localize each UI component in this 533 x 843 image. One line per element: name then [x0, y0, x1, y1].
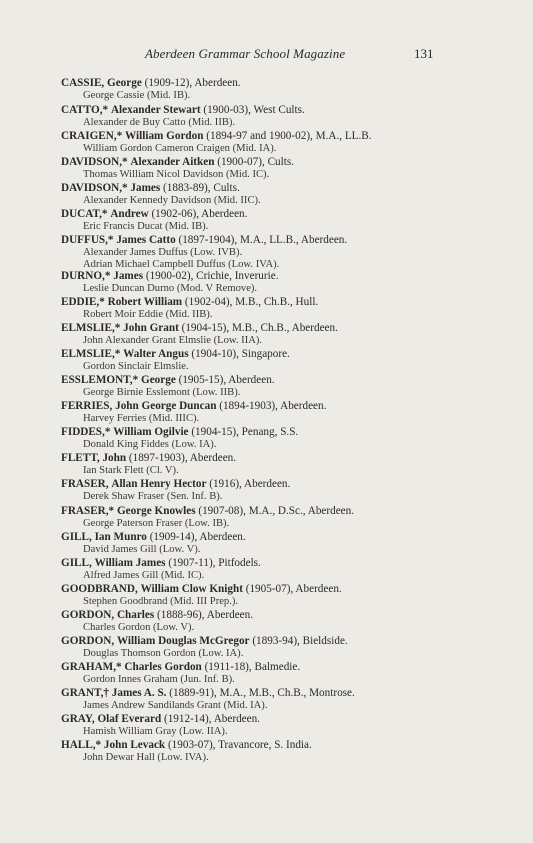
entry-son-name: James Andrew Sandilands Grant (Mid. IA). — [83, 700, 268, 711]
entry-main-line — [61, 739, 501, 752]
entry-details: (1897-1903), Aberdeen. — [128, 452, 237, 464]
entry-surname: HALL,* — [61, 739, 102, 751]
entry-given-name: Ian Munro — [94, 531, 147, 543]
roll-entry — [61, 77, 501, 102]
entry-son-name: George Cassie (Mid. IB). — [83, 90, 191, 101]
roll-entry — [61, 583, 501, 608]
entry-surname: GRAY, — [61, 713, 95, 725]
entry-son-name: Douglas Thomson Gordon (Low. IA). — [83, 648, 244, 659]
entry-given-name: John Grant — [123, 322, 179, 334]
entry-given-name: Charles — [116, 609, 155, 621]
entry-details: (1888-96), Aberdeen. — [157, 609, 254, 621]
entry-main-line — [61, 531, 501, 544]
entry-main-line — [61, 609, 501, 622]
entry-details: (1894-1903), Aberdeen. — [219, 400, 327, 412]
entry-main-line — [61, 208, 501, 221]
roll-entry — [61, 156, 501, 181]
entry-details: (1894-97 and 1900-02), M.A., LL.B. — [206, 130, 372, 142]
entry-main-line — [61, 713, 501, 726]
entry-main-line — [61, 130, 501, 143]
entry-son-name: Alexander James Duffus (Low. IVB). — [83, 247, 243, 258]
entry-son-name: Robert Moir Eddie (Mid. IIB). — [83, 309, 213, 320]
entry-details: (1912-14), Aberdeen. — [163, 713, 260, 725]
entry-surname: GRAHAM,* — [61, 661, 122, 673]
page-number: 131 — [414, 46, 434, 61]
entry-main-line — [61, 478, 501, 491]
entry-main-line — [61, 687, 501, 700]
entry-details: (1900-03), West Cults. — [203, 104, 305, 116]
roll-entry — [61, 374, 501, 399]
entry-son-name: Harvey Ferries (Mid. IIIC). — [83, 413, 200, 424]
entry-main-line — [61, 426, 501, 439]
roll-entry — [61, 348, 501, 373]
roll-entry — [61, 531, 501, 556]
entry-surname: FIDDES,* — [61, 426, 111, 438]
entry-given-name: Walter Angus — [123, 348, 189, 360]
roll-entry — [61, 452, 501, 477]
entry-son-name: Thomas William Nicol Davidson (Mid. IC). — [83, 169, 270, 180]
roll-entry — [61, 478, 501, 503]
entry-surname: CATTO,* — [61, 104, 109, 116]
entry-son-name: Hamish William Gray (Low. IIA). — [83, 726, 228, 737]
roll-entry — [61, 739, 501, 764]
entry-surname: DUCAT,* — [61, 208, 108, 220]
entry-given-name: John — [102, 452, 127, 464]
roll-entry — [61, 609, 501, 634]
entry-given-name: Olaf Everard — [97, 713, 162, 725]
entry-details: (1889-91), M.A., M.B., Ch.B., Montrose. — [169, 687, 355, 699]
entry-given-name: William Ogilvie — [113, 426, 189, 438]
entry-details: (1907-11), Pitfodels. — [168, 557, 261, 569]
roll-entry — [61, 687, 501, 712]
roll-entry — [61, 234, 501, 271]
entry-surname: GILL, — [61, 531, 92, 543]
entry-surname: DUFFUS,* — [61, 234, 114, 246]
entry-son-name: George Birnie Esslemont (Low. IIB). — [83, 387, 241, 398]
entry-details: (1902-04), M.B., Ch.B., Hull. — [184, 296, 319, 308]
entry-main-line — [61, 348, 501, 361]
entry-details: (1909-12), Aberdeen. — [144, 77, 241, 89]
entry-given-name: William Gordon — [125, 130, 204, 142]
entry-surname: GOODBRAND, — [61, 583, 138, 595]
entry-surname: GORDON, — [61, 609, 115, 621]
entry-given-name: Alexander Aitken — [130, 156, 215, 168]
entry-surname: DURNO,* — [61, 270, 111, 282]
entry-given-name: George — [107, 77, 142, 89]
roll-entry — [61, 296, 501, 321]
entry-details: (1904-15), M.B., Ch.B., Aberdeen. — [181, 322, 338, 334]
entry-main-line — [61, 182, 501, 195]
entry-son-name: Ian Stark Flett (Cl. V). — [83, 465, 179, 476]
entry-given-name: Allan Henry Hector — [111, 478, 207, 490]
entry-surname: FRASER,* — [61, 505, 115, 517]
entry-son-name: Adrian Michael Campbell Duffus (Low. IVA). — [83, 259, 280, 270]
entry-son-name: David James Gill (Low. V). — [83, 544, 201, 555]
entry-surname: GRANT,† — [61, 687, 109, 699]
entry-surname: CASSIE, — [61, 77, 105, 89]
entry-son-name: Charles Gordon (Low. V). — [83, 622, 195, 633]
entry-son-name: Leslie Duncan Durno (Mod. V Remove). — [83, 283, 258, 294]
entry-details: (1903-07), Travancore, S. India. — [167, 739, 312, 751]
entry-given-name: George Knowles — [116, 505, 196, 517]
entry-details: (1900-07), Cults. — [217, 156, 294, 168]
entry-given-name: James — [113, 270, 144, 282]
entry-surname: ELMSLIE,* — [61, 322, 121, 334]
entry-given-name: William Clow Knight — [140, 583, 243, 595]
entry-surname: EDDIE,* — [61, 296, 105, 308]
entry-given-name: John Levack — [103, 739, 166, 751]
entry-given-name: John George Duncan — [115, 400, 217, 412]
entry-surname: DAVIDSON,* — [61, 156, 128, 168]
entry-details: (1909-14), Aberdeen. — [149, 531, 246, 543]
roll-entry — [61, 270, 501, 295]
entry-details: (1905-07), Aberdeen. — [245, 583, 342, 595]
roll-entry — [61, 557, 501, 582]
entry-given-name: George — [141, 374, 176, 386]
entry-surname: FERRIES, — [61, 400, 113, 412]
entry-son-name: Gordon Sinclair Elmslie. — [83, 361, 189, 372]
running-header — [0, 46, 533, 66]
magazine-title: Aberdeen Grammar School Magazine — [145, 46, 346, 61]
entry-details: (1897-1904), M.A., LL.B., Aberdeen. — [178, 234, 348, 246]
entry-son-name: Eric Francis Ducat (Mid. IB). — [83, 221, 209, 232]
entry-given-name: James — [130, 182, 161, 194]
entry-son-name: Alfred James Gill (Mid. IC). — [83, 570, 205, 581]
entry-details: (1902-06), Aberdeen. — [151, 208, 248, 220]
entry-main-line — [61, 557, 501, 570]
roll-entry — [61, 661, 501, 686]
entry-son-name: William Gordon Cameron Craigen (Mid. IA). — [83, 143, 277, 154]
entry-son-name: Derek Shaw Fraser (Sen. Inf. B). — [83, 491, 223, 502]
roll-entry — [61, 322, 501, 347]
entry-given-name: James Catto — [116, 234, 176, 246]
entry-son-name: Stephen Goodbrand (Mid. III Prep.). — [83, 596, 239, 607]
entry-surname: FLETT, — [61, 452, 100, 464]
entry-son-name: John Dewar Hall (Low. IVA). — [83, 752, 209, 763]
entry-main-line — [61, 400, 501, 413]
entry-surname: ESSLEMONT,* — [61, 374, 139, 386]
entry-main-line — [61, 661, 501, 674]
roll-entry — [61, 713, 501, 738]
entry-main-line — [61, 296, 501, 309]
roll-entry — [61, 130, 501, 155]
entry-son-name: George Paterson Fraser (Low. IB). — [83, 518, 230, 529]
entry-details: (1893-94), Bieldside. — [252, 635, 348, 647]
roll-entry — [61, 104, 501, 129]
entry-details: (1904-15), Penang, S.S. — [191, 426, 299, 438]
entry-surname: GILL, — [61, 557, 92, 569]
entry-main-line — [61, 635, 501, 648]
entry-main-line — [61, 156, 501, 169]
entry-main-line — [61, 234, 501, 247]
entry-surname: CRAIGEN,* — [61, 130, 123, 142]
entry-details: (1911-18), Balmedie. — [204, 661, 301, 673]
entry-given-name: Andrew — [110, 208, 149, 220]
entry-surname: FRASER, — [61, 478, 109, 490]
entry-given-name: William Douglas McGregor — [116, 635, 250, 647]
entry-details: (1904-10), Singapore. — [191, 348, 290, 360]
entry-details: (1916), Aberdeen. — [209, 478, 291, 490]
entry-son-name: Alexander Kennedy Davidson (Mid. IIC). — [83, 195, 261, 206]
entry-surname: GORDON, — [61, 635, 115, 647]
entry-given-name: Alexander Stewart — [110, 104, 201, 116]
entry-details: (1883-89), Cults. — [163, 182, 240, 194]
roll-entry — [61, 635, 501, 660]
entry-main-line — [61, 374, 501, 387]
entry-main-line — [61, 104, 501, 117]
entry-son-name: Donald King Fiddes (Low. IA). — [83, 439, 217, 450]
entry-son-name: Gordon Innes Graham (Jun. Inf. B). — [83, 674, 235, 685]
entry-given-name: James A. S. — [111, 687, 167, 699]
entry-details: (1900-02), Crichie, Inverurie. — [145, 270, 279, 282]
entry-main-line — [61, 505, 501, 518]
roll-entry — [61, 400, 501, 425]
entry-given-name: Robert William — [107, 296, 183, 308]
entry-main-line — [61, 322, 501, 335]
entry-main-line — [61, 270, 501, 283]
entry-son-name: John Alexander Grant Elmslie (Low. IIA). — [83, 335, 263, 346]
entry-main-line — [61, 77, 501, 90]
entry-given-name: William James — [94, 557, 166, 569]
entry-surname: DAVIDSON,* — [61, 182, 128, 194]
entry-details: (1907-08), M.A., D.Sc., Aberdeen. — [198, 505, 355, 517]
roll-entry — [61, 505, 501, 530]
entry-son-name: Alexander de Buy Catto (Mid. IIB). — [83, 117, 236, 128]
entry-details: (1905-15), Aberdeen. — [178, 374, 275, 386]
roll-entry — [61, 208, 501, 233]
roll-entry — [61, 426, 501, 451]
entry-given-name: Charles Gordon — [124, 661, 202, 673]
roll-entry — [61, 182, 501, 207]
entry-main-line — [61, 452, 501, 465]
entry-main-line — [61, 583, 501, 596]
entry-surname: ELMSLIE,* — [61, 348, 121, 360]
